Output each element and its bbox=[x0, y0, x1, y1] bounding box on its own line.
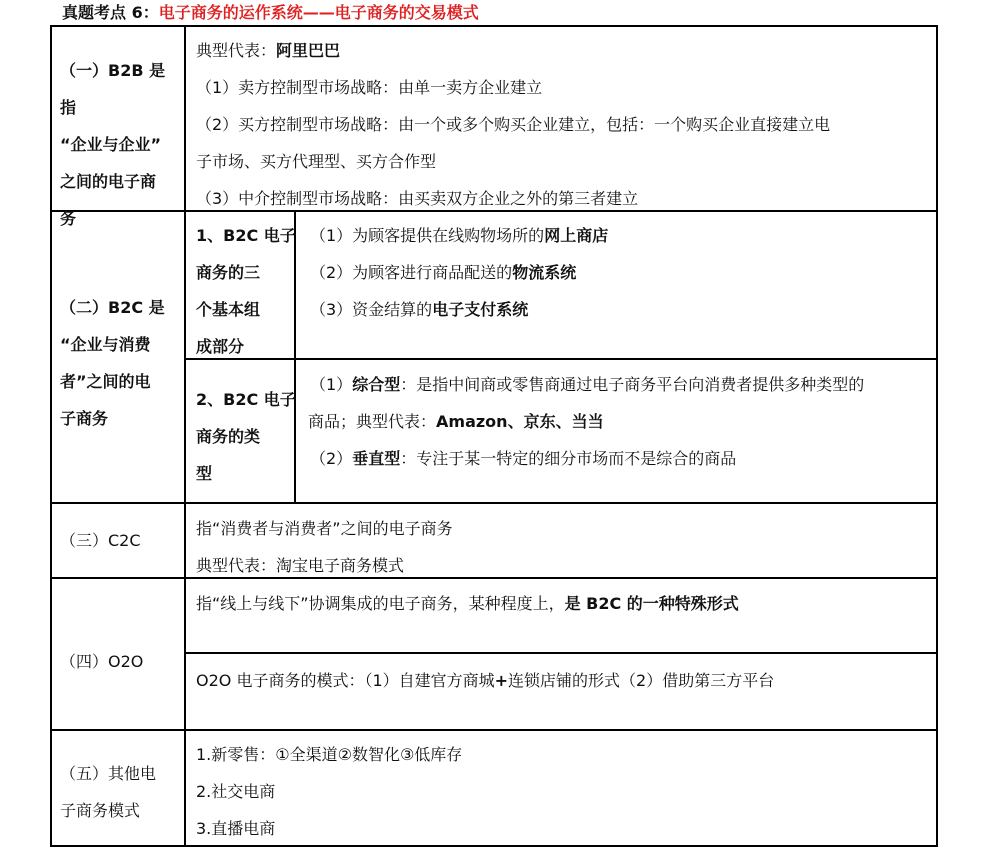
b2b-strategy-3: （3）中介控制型市场战略：由买卖双方企业之外的第三者建立 bbox=[196, 189, 639, 208]
b2c-components-list bbox=[310, 217, 608, 328]
social-ecommerce: 2.社交电商 bbox=[196, 782, 276, 801]
b2b-strategy-2-cont: 子市场、买方代理型、买方合作型 bbox=[196, 152, 437, 171]
c2c-definition: 指“消费者与消费者”之间的电子商务 bbox=[196, 519, 453, 538]
b2c-components-label: 1、B2C 电子 商务的三 个基本组 成部分 bbox=[196, 226, 296, 356]
heading-title: 电子商务的运作系统——电子商务的交易模式 bbox=[158, 3, 479, 22]
b2b-strategy-2: （2）买方控制型市场战略：由一个或多个购买企业建立，包括：一个购买企业直接建立电 bbox=[196, 115, 831, 134]
type-comprehensive: （1）综合型：是指中间商或零售商通过电子商务平台向消费者提供多种类型的 bbox=[310, 375, 865, 394]
o2o-models: O2O 电子商务的模式：（1）自建官方商城+连锁店铺的形式（2）借助第三方平台 bbox=[196, 671, 775, 690]
b2b-content bbox=[196, 32, 830, 217]
table-border-left bbox=[50, 25, 52, 847]
component-payment: （3）资金结算的电子支付系统 bbox=[310, 300, 529, 319]
table-border-right bbox=[936, 25, 938, 847]
b2c-types-list bbox=[310, 366, 864, 477]
c2c-label: （三）C2C bbox=[60, 531, 141, 550]
o2o-label: （四）O2O bbox=[60, 652, 144, 671]
c2c-representative: 典型代表：淘宝电子商务模式 bbox=[196, 556, 405, 575]
other-label: （五）其他电 子商务模式 bbox=[60, 764, 157, 820]
b2c-label: （二）B2C 是 “企业与消费 者”之间的电 子商务 bbox=[60, 298, 165, 428]
heading-prefix: 真题考点 6： bbox=[62, 3, 159, 22]
o2o-definition: 指“线上与线下”协调集成的电子商务，某种程度上，是 B2C 的一种特殊形式 bbox=[196, 594, 739, 613]
component-online-store: （1）为顾客提供在线购物场所的网上商店 bbox=[310, 226, 609, 245]
component-logistics: （2）为顾客进行商品配送的物流系统 bbox=[310, 263, 577, 282]
b2c-types-label: 2、B2C 电子 商务的类 型 bbox=[196, 390, 296, 483]
column-divider bbox=[184, 25, 186, 847]
new-retail: 1.新零售：①全渠道②数智化③低库存 bbox=[196, 745, 463, 764]
b2b-strategy-1: （1）卖方控制型市场战略：由单一卖方企业建立 bbox=[196, 78, 543, 97]
b2b-representative: 典型代表：阿里巴巴 bbox=[196, 41, 341, 60]
live-ecommerce: 3.直播电商 bbox=[196, 819, 276, 838]
row-divider bbox=[186, 358, 938, 360]
other-content bbox=[196, 736, 462, 847]
c2c-content bbox=[196, 510, 453, 584]
b2b-label: （一）B2B 是指 “企业与企业” 之间的电子商 务 bbox=[60, 61, 166, 228]
section-heading bbox=[62, 2, 479, 24]
type-vertical: （2）垂直型：专注于某一特定的细分市场而不是综合的商品 bbox=[310, 449, 737, 468]
row-divider bbox=[186, 652, 938, 654]
type-comprehensive-cont: 商品；典型代表：Amazon、京东、当当 bbox=[308, 412, 604, 431]
